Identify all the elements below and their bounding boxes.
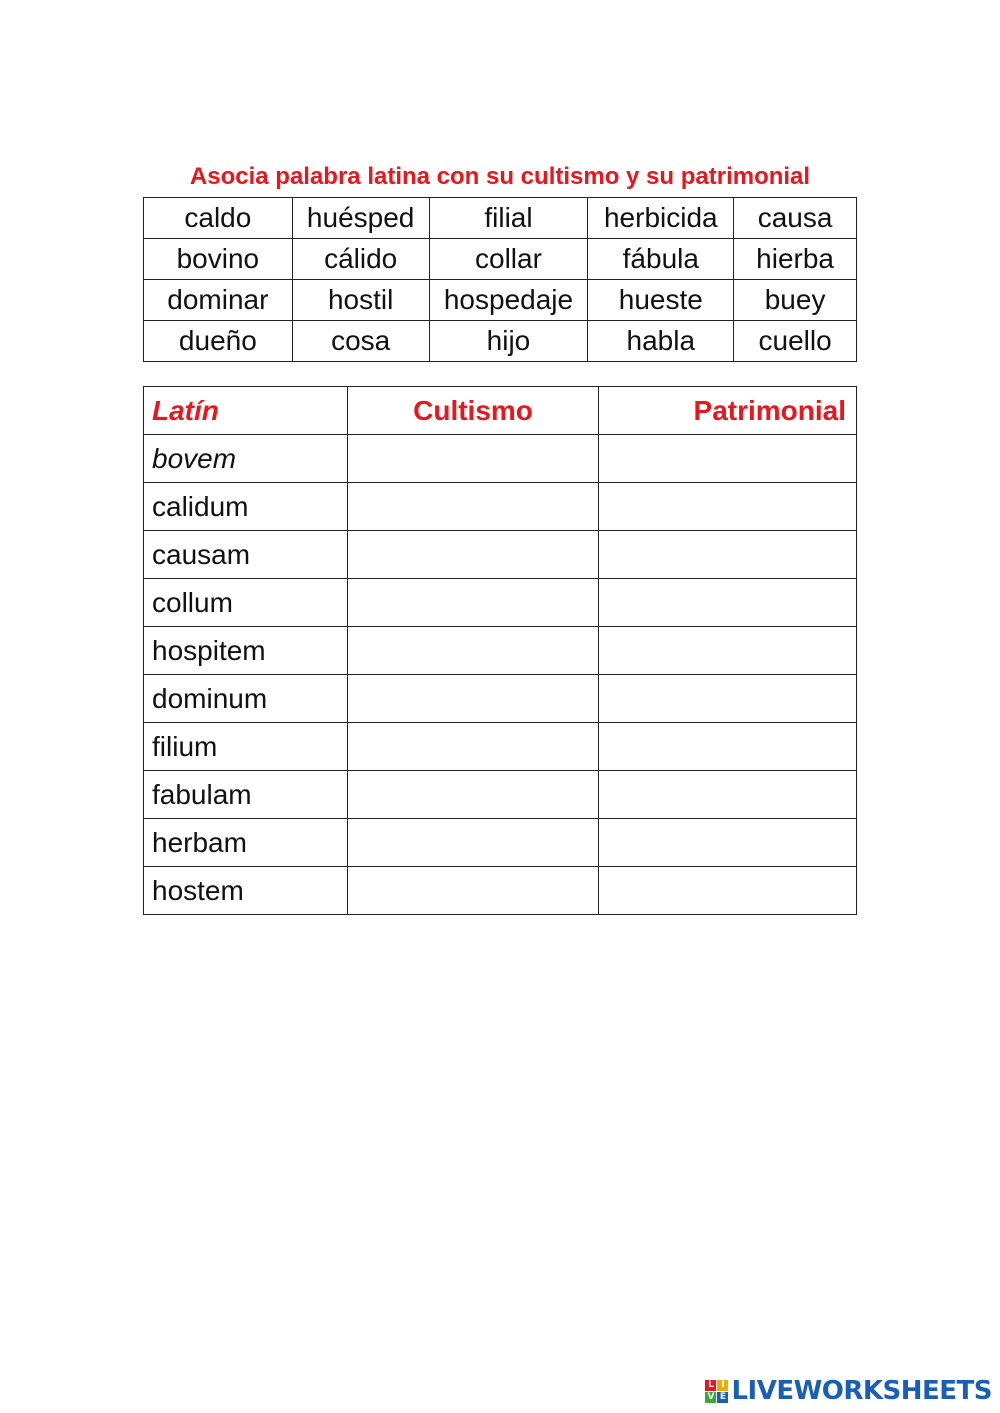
- table-row: [144, 627, 857, 675]
- table-row: [144, 579, 857, 627]
- word-bank-cell: dueño: [144, 321, 293, 362]
- table-row: [144, 723, 857, 771]
- word-bank-table: [143, 197, 857, 362]
- word-bank-cell: herbicida: [588, 198, 734, 239]
- logo-letter: V: [705, 1392, 716, 1403]
- latin-word: bovem: [144, 435, 348, 483]
- cultismo-answer-field[interactable]: [347, 675, 599, 723]
- latin-word: causam: [144, 531, 348, 579]
- patrimonial-answer-field[interactable]: [599, 435, 857, 483]
- cultismo-answer-field[interactable]: [347, 627, 599, 675]
- logo-letter: L: [705, 1380, 716, 1391]
- patrimonial-answer-field[interactable]: [599, 723, 857, 771]
- cultismo-answer-field[interactable]: [347, 531, 599, 579]
- header-latin: Latín: [144, 387, 348, 435]
- word-bank-cell: hostil: [292, 280, 429, 321]
- word-bank-cell: filial: [429, 198, 588, 239]
- patrimonial-answer-field[interactable]: [599, 531, 857, 579]
- patrimonial-answer-field[interactable]: [599, 867, 857, 915]
- cultismo-answer-field[interactable]: [347, 483, 599, 531]
- word-bank-cell: caldo: [144, 198, 293, 239]
- patrimonial-answer-field[interactable]: [599, 483, 857, 531]
- patrimonial-answer-field[interactable]: [599, 627, 857, 675]
- table-row: [144, 435, 857, 483]
- latin-word: hostem: [144, 867, 348, 915]
- latin-word: hospitem: [144, 627, 348, 675]
- latin-word: collum: [144, 579, 348, 627]
- latin-word: fabulam: [144, 771, 348, 819]
- header-patrimonial: Patrimonial: [599, 387, 857, 435]
- word-bank-cell: hijo: [429, 321, 588, 362]
- header-cultismo: Cultismo: [347, 387, 599, 435]
- word-bank-cell: hueste: [588, 280, 734, 321]
- cultismo-answer-field[interactable]: [347, 723, 599, 771]
- patrimonial-answer-field[interactable]: [599, 819, 857, 867]
- cultismo-answer-field[interactable]: [347, 867, 599, 915]
- latin-word: filium: [144, 723, 348, 771]
- word-bank-cell: fábula: [588, 239, 734, 280]
- word-bank-cell: hierba: [734, 239, 857, 280]
- logo-letter: I: [717, 1380, 728, 1391]
- table-row: [144, 867, 857, 915]
- word-bank-cell: habla: [588, 321, 734, 362]
- word-bank-cell: cálido: [292, 239, 429, 280]
- word-bank-cell: cosa: [292, 321, 429, 362]
- word-bank-row: [144, 198, 857, 239]
- table-row: [144, 771, 857, 819]
- cultismo-answer-field[interactable]: [347, 579, 599, 627]
- brand-name: LIVEWORKSHEETS: [731, 1376, 992, 1406]
- worksheet-title: Asocia palabra latina con su cultismo y su patrimonial: [189, 163, 811, 190]
- table-row: [144, 531, 857, 579]
- word-bank-row: [144, 280, 857, 321]
- word-bank-row: [144, 321, 857, 362]
- word-bank-cell: huésped: [292, 198, 429, 239]
- latin-word: dominum: [144, 675, 348, 723]
- answer-table-header: [144, 387, 857, 435]
- cultismo-answer-field[interactable]: [347, 435, 599, 483]
- word-bank-cell: hospedaje: [429, 280, 588, 321]
- table-row: [144, 483, 857, 531]
- word-bank-cell: causa: [734, 198, 857, 239]
- patrimonial-answer-field[interactable]: [599, 675, 857, 723]
- table-row: [144, 819, 857, 867]
- word-bank-row: [144, 239, 857, 280]
- table-row: [144, 675, 857, 723]
- answer-table: [143, 386, 857, 915]
- liveworksheets-logo-icon: [705, 1380, 728, 1403]
- word-bank-cell: bovino: [144, 239, 293, 280]
- word-bank-cell: buey: [734, 280, 857, 321]
- patrimonial-answer-field[interactable]: [599, 579, 857, 627]
- patrimonial-answer-field[interactable]: [599, 771, 857, 819]
- logo-letter: E: [717, 1392, 728, 1403]
- word-bank-cell: cuello: [734, 321, 857, 362]
- cultismo-answer-field[interactable]: [347, 771, 599, 819]
- word-bank-cell: collar: [429, 239, 588, 280]
- latin-word: herbam: [144, 819, 348, 867]
- latin-word: calidum: [144, 483, 348, 531]
- cultismo-answer-field[interactable]: [347, 819, 599, 867]
- liveworksheets-footer: [705, 1376, 992, 1406]
- word-bank-cell: dominar: [144, 280, 293, 321]
